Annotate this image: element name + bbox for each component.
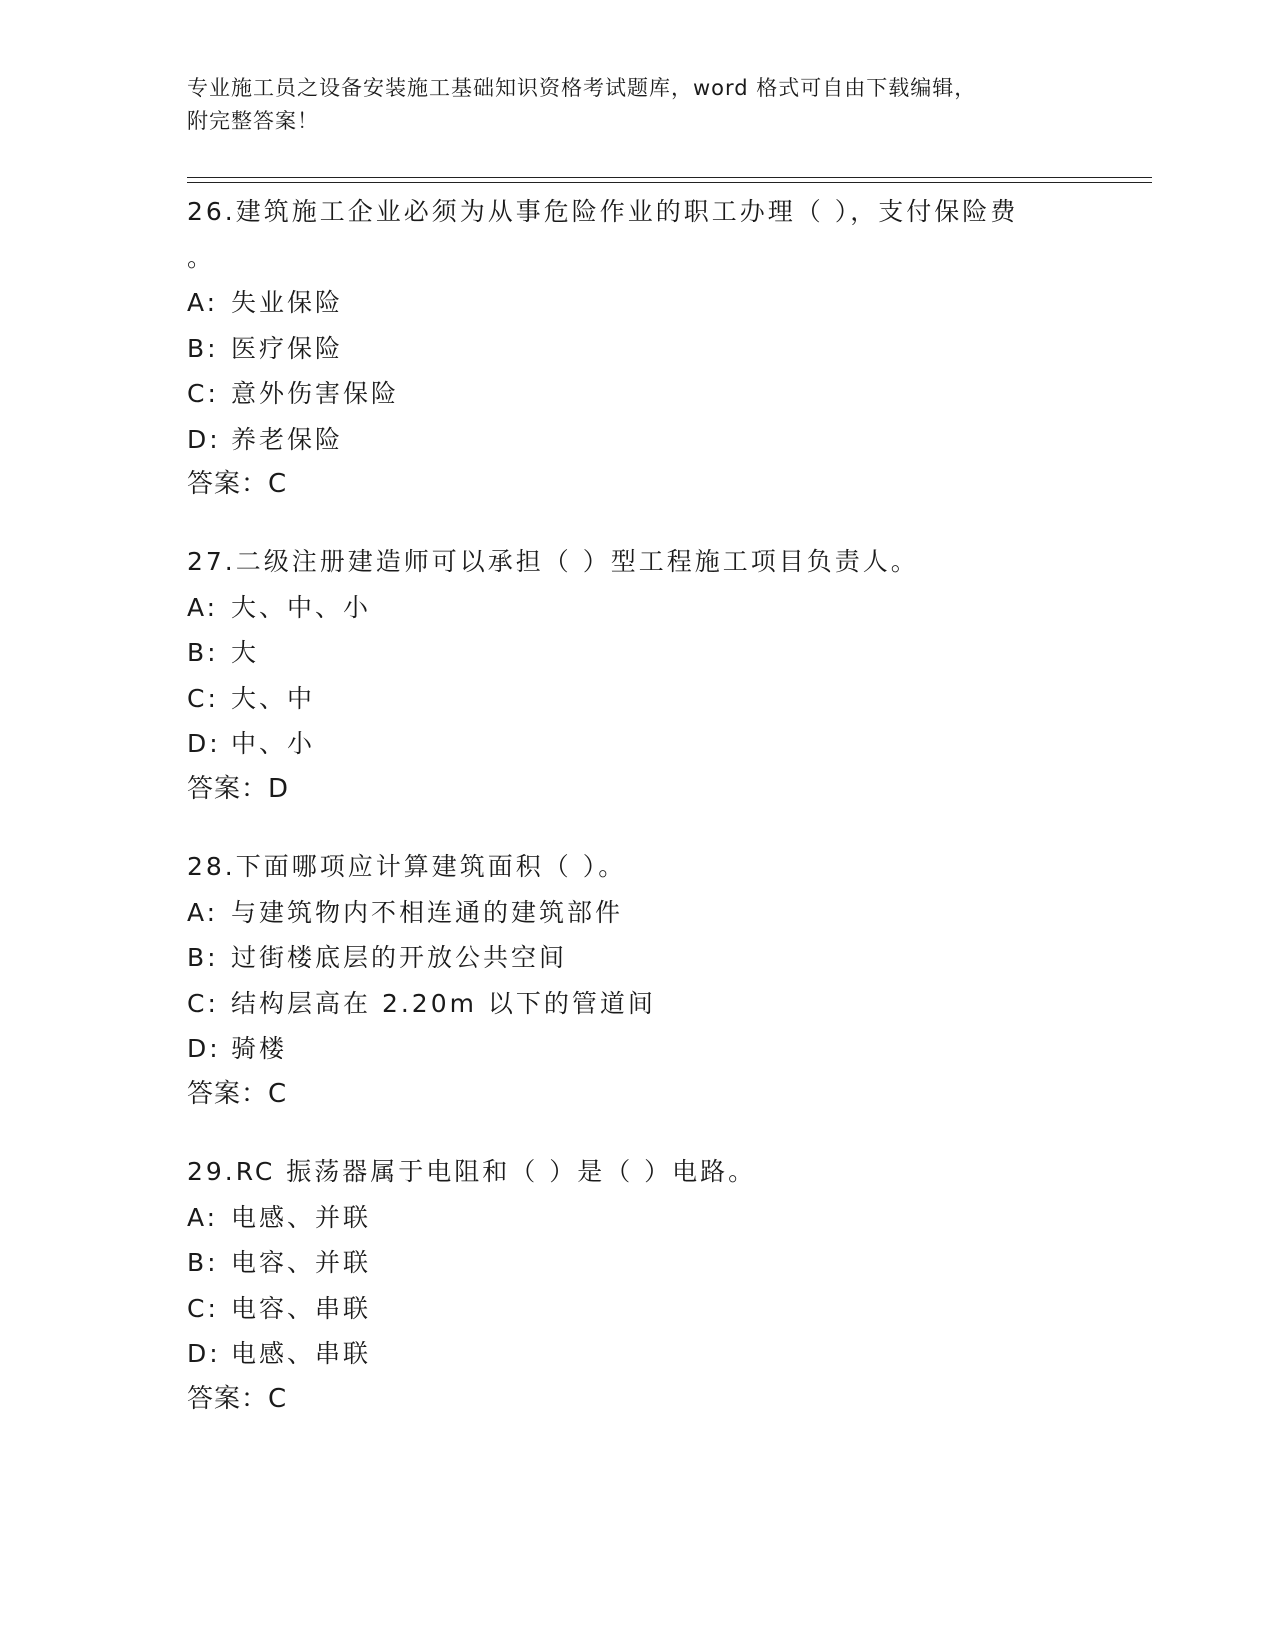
option-a (187, 890, 1147, 936)
question-text: 28.下面哪项应计算建筑面积（ ）。 (187, 852, 627, 881)
option-text: 大、中 (231, 683, 316, 713)
option-letter: B: (187, 943, 219, 972)
option-d (187, 1026, 1147, 1072)
header-line-1: 专业施工员之设备安装施工基础知识资格考试题库，word 格式可自由下载编辑， (187, 76, 977, 100)
answer-line: 答案：C (187, 1078, 288, 1109)
option-text: 中、小 (231, 729, 316, 758)
question-27 (187, 533, 1147, 812)
option-b (187, 326, 1147, 372)
option-letter: C: (187, 379, 219, 408)
option-b (187, 935, 1147, 981)
document-header (187, 72, 1087, 138)
option-text: 过街楼底层的开放公共空间 (231, 943, 568, 972)
option-letter: D: (187, 1034, 221, 1063)
option-c (187, 1286, 1147, 1332)
option-letter: A: (187, 288, 219, 317)
option-d (187, 1331, 1147, 1377)
option-text: 骑楼 (231, 1034, 288, 1063)
option-text: 与建筑物内不相连通的建筑部件 (231, 897, 624, 927)
question-29 (187, 1143, 1147, 1422)
option-letter: B: (187, 1248, 219, 1277)
option-letter: A: (187, 897, 219, 927)
option-letter: B: (187, 638, 219, 667)
option-c (187, 371, 1147, 417)
question-28 (187, 838, 1147, 1117)
option-text: 医疗保险 (231, 333, 344, 363)
option-c (187, 981, 1147, 1027)
option-a (187, 1195, 1147, 1241)
option-d (187, 417, 1147, 463)
question-26 (187, 183, 1147, 508)
option-text: 意外伤害保险 (231, 379, 400, 408)
option-text: 电感、并联 (231, 1202, 372, 1232)
option-letter: C: (187, 988, 219, 1018)
question-text: 27.二级注册建造师可以承担（ ）型工程施工项目负责人。 (187, 547, 919, 576)
option-text: 结构层高在 2.20m 以下的管道间 (231, 988, 656, 1018)
option-b (187, 1240, 1147, 1286)
option-text: 养老保险 (231, 424, 344, 454)
option-letter: A: (187, 592, 219, 622)
question-text: 26.建筑施工企业必须为从事危险作业的职工办理（ ），支付保险费 (187, 197, 1019, 226)
option-text: 大、中、小 (231, 592, 372, 622)
option-text: 电感、串联 (231, 1339, 372, 1368)
answer-line: 答案：C (187, 1383, 288, 1414)
option-letter: A: (187, 1202, 219, 1232)
option-letter: C: (187, 1293, 219, 1323)
option-letter: D: (187, 1339, 221, 1368)
header-divider-top (187, 177, 1152, 178)
option-text: 失业保险 (231, 288, 344, 317)
question-text-continued: 。 (187, 242, 213, 272)
option-c (187, 676, 1147, 722)
option-letter: D: (187, 424, 221, 454)
option-b (187, 630, 1147, 676)
option-a (187, 280, 1147, 326)
option-a (187, 585, 1147, 631)
option-letter: D: (187, 729, 221, 758)
question-text: 29.RC 振荡器属于电阻和（ ）是（ ）电路。 (187, 1157, 757, 1186)
option-d (187, 721, 1147, 767)
option-text: 电容、串联 (231, 1293, 372, 1323)
option-letter: C: (187, 683, 219, 713)
option-text: 电容、并联 (231, 1248, 372, 1277)
option-text: 大 (231, 638, 260, 667)
option-letter: B: (187, 333, 219, 363)
answer-line: 答案：D (187, 773, 290, 804)
header-line-2: 附完整答案！ (187, 109, 319, 133)
answer-line: 答案：C (187, 469, 288, 499)
